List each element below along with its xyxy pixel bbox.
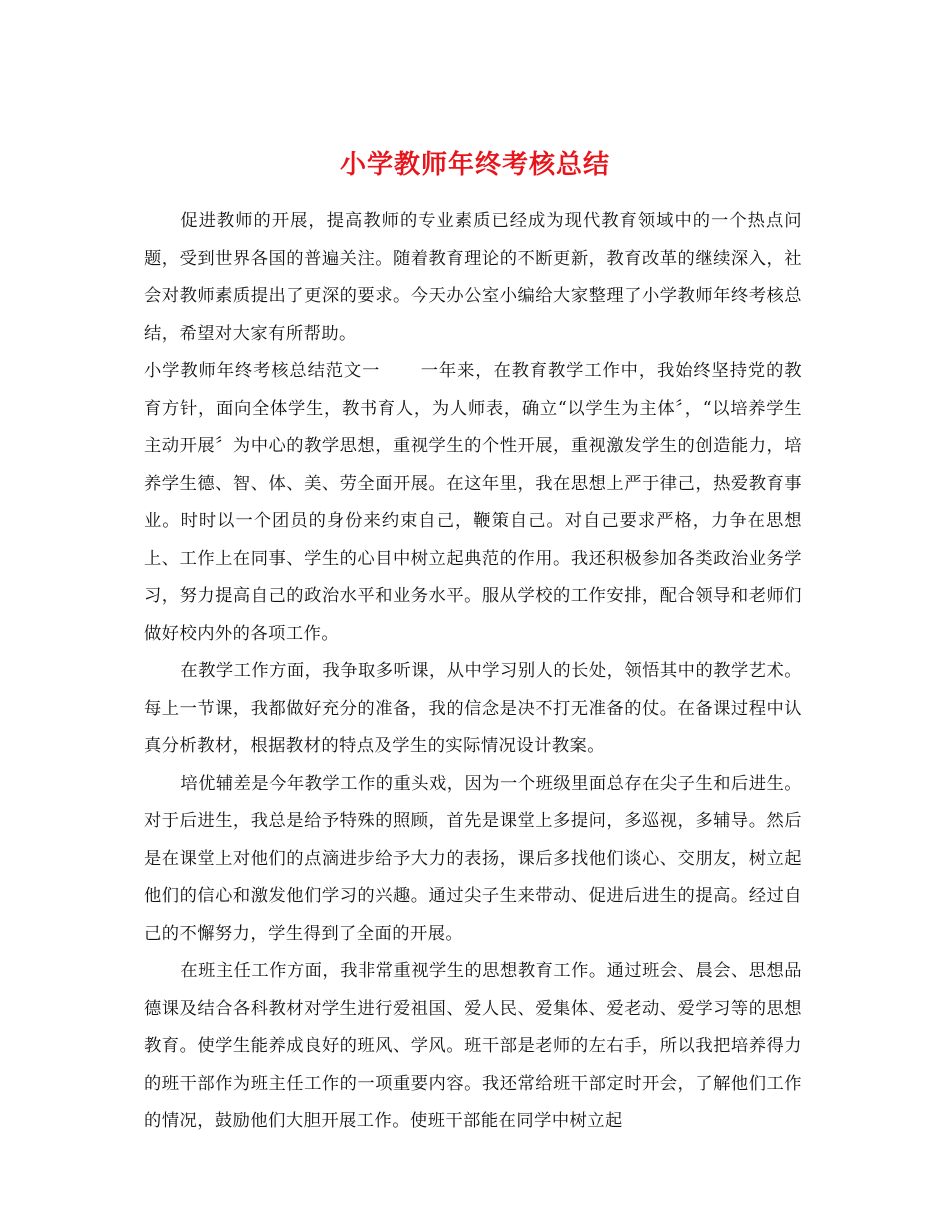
paragraph-1-text: 一年来，在教育教学工作中，我始终坚持党的教育方针，面向全体学生，教书育人，为人师表，确立“以学生为主体〞，“以培养学生主动开展〞为中心的教学思想，重视学生的个性开展，重视激发学生的创造能力，培养学生德、智、体、美、劳全面开展。在这年里，我在思想上严于律己，热爱教育事业。时时以一个团员的身份来约束自己，鞭策自己。对自己要求严格，力争在思想上、工作上在同事、学生的心目中树立起典范的作用。我还积极参加各类政治业务学习，努力提高自己的政治水平和业务水平。服从学校的工作安排，配合领导和老师们做好校内外的各项工作。: [144, 361, 802, 644]
intro-paragraph: 促进教师的开展，提高教师的专业素质已经成为现代教育领域中的一个热点问题，受到世界各国的普遍关注。随着教育理论的不断更新，教育改革的继续深入，社会对教师素质提出了更深的要求。今天办公室小编给大家整理了小学教师年终考核总结，希望对大家有所帮助。: [144, 211, 802, 344]
sample-paragraph-1: [144, 353, 802, 653]
sample-heading: 小学教师年终考核总结范文一: [144, 361, 381, 381]
paragraph-2: 在教学工作方面，我争取多听课，从中学习别人的长处，领悟其中的教学艺术。每上一节课，我都做好充分的准备，我的信念是决不打无准备的仗。在备课过程中认真分析教材，根据教材的特点及学生的实际情况设计教案。: [144, 661, 802, 756]
paragraph-4: 在班主任工作方面，我非常重视学生的思想教育工作。通过班会、晨会、思想品德课及结合各科教材对学生进行爱祖国、爱人民、爱集体、爱老动、爱学习等的思想教育。使学生能养成良好的班风、学风。班干部是老师的左右手，所以我把培养得力的班干部作为班主任工作的一项重要内容。我还常给班干部定时开会，了解他们工作的情况，鼓励他们大胆开展工作。使班干部能在同学中树立起: [144, 961, 802, 1131]
document-body: [144, 203, 802, 1141]
paragraph-3: 培优辅差是今年教学工作的重头戏，因为一个班级里面总存在尖子生和后进生。对于后进生，我总是给予特殊的照顾，首先是课堂上多提问，多巡视，多辅导。然后是在课堂上对他们的点滴进步给予大力的表扬，课后多找他们谈心、交朋友，树立起他们的信心和激发他们学习的兴趣。通过尖子生来带动、促进后进生的提高。经过自己的不懈努力，学生得到了全面的开展。: [144, 773, 802, 944]
document-title: 小学教师年终考核总结: [339, 150, 610, 181]
